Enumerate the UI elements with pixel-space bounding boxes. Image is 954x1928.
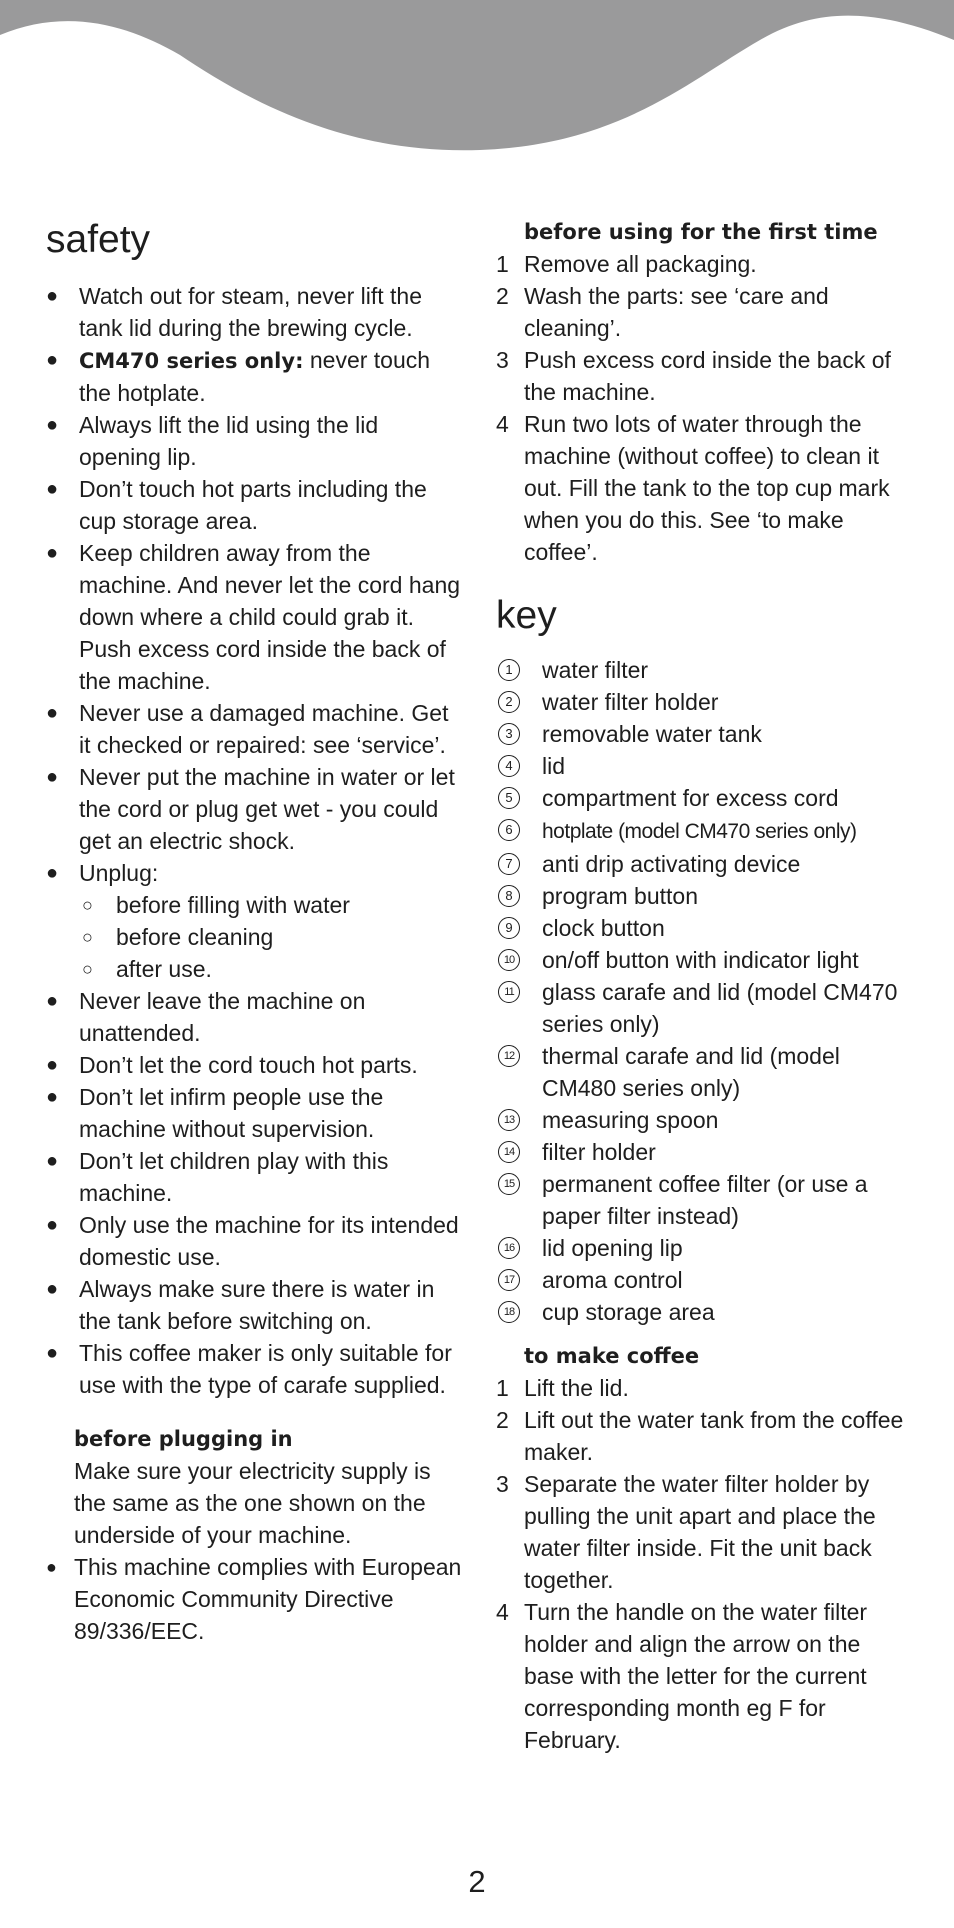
make-coffee-heading: to make coffee [524, 1344, 700, 1368]
compliance-item: ● This machine complies with European Economic Community Directive 89/336/EEC. [46, 1551, 466, 1647]
safety-heading: safety [46, 218, 151, 261]
make-coffee-step: 3 Separate the water filter holder by pulling the unit apart and place the water filter inside. Fit the unit back together. [496, 1471, 876, 1593]
first-time-step: 2 Wash the parts: see ‘care and cleaning’. [496, 283, 829, 341]
safety-item: ● Don’t touch hot parts including the cup storage area. [46, 473, 466, 537]
key-item: 15 permanent coffee filter (or use a paper filter instead) [496, 1168, 916, 1232]
make-coffee-step: 2 Lift out the water tank from the coffee maker. [496, 1407, 904, 1465]
key-list [496, 654, 916, 1328]
first-time-step: 1 Remove all packaging. [496, 251, 757, 277]
safety-item: ● Never put the machine in water or let the cord or plug get wet - you could get an electric shock. [46, 761, 466, 857]
safety-item: ● Don’t let the cord touch hot parts. [46, 1049, 466, 1081]
safety-item: ● Only use the machine for its intended domestic use. [46, 1209, 466, 1273]
safety-item: ● Unplug: [46, 857, 466, 889]
key-item: 8 program button [496, 880, 916, 912]
plugging-text: Make sure your electricity supply is the same as the one shown on the underside of your machine. [74, 1458, 431, 1548]
key-item: 3 removable water tank [496, 718, 916, 750]
safety-item: ● Never leave the machine on unattended. [46, 985, 466, 1049]
make-coffee-step: 4 Turn the handle on the water filter holder and align the arrow on the base with the letter for the current corresponding month eg F for February. [496, 1599, 868, 1753]
header-wave-band [0, 0, 954, 160]
key-item: 9 clock button [496, 912, 916, 944]
safety-item-bold: CM470 series only: [79, 349, 304, 373]
key-item: 5 compartment for excess cord [496, 782, 916, 814]
left-column [46, 216, 466, 1647]
key-heading: key [496, 594, 557, 637]
safety-item: ● Don’t let infirm people use the machine without supervision. [46, 1081, 466, 1145]
unplug-item: ○ before cleaning [46, 921, 466, 953]
safety-item: ● This coffee maker is only suitable for use with the type of carafe supplied. [46, 1337, 466, 1401]
page-number: 2 [468, 1864, 486, 1899]
key-item: 1 water filter [496, 654, 916, 686]
safety-item: ● Keep children away from the machine. And never let the cord hang down where a child could grab it. Push excess cord inside the back of the machine. [46, 537, 466, 697]
key-item: 14 filter holder [496, 1136, 916, 1168]
key-item: 11 glass carafe and lid (model CM470 series only) [496, 976, 916, 1040]
key-item: 13 measuring spoon [496, 1104, 916, 1136]
safety-item: ● Don’t let children play with this machine. [46, 1145, 466, 1209]
plugging-section [46, 1423, 466, 1551]
key-item: 12 thermal carafe and lid (model CM480 series only) [496, 1040, 916, 1104]
safety-item [46, 344, 466, 409]
unplug-item: ○ after use. [46, 953, 466, 985]
safety-item: ● Watch out for steam, never lift the tank lid during the brewing cycle. [46, 280, 466, 344]
key-item: 16 lid opening lip [496, 1232, 916, 1264]
plugging-heading: before plugging in [74, 1427, 293, 1451]
key-item: 10 on/off button with indicator light [496, 944, 916, 976]
key-item: 2 water filter holder [496, 686, 916, 718]
safety-item: ● Always lift the lid using the lid opening lip. [46, 409, 466, 473]
first-time-heading: before using for the first time [524, 220, 878, 244]
safety-item: ● Always make sure there is water in the tank before switching on. [46, 1273, 466, 1337]
unplug-item: ○ before filling with water [46, 889, 466, 921]
key-item: 18 cup storage area [496, 1296, 916, 1328]
safety-item: ● Never use a damaged machine. Get it checked or repaired: see ‘service’. [46, 697, 466, 761]
make-coffee-step: 1 Lift the lid. [496, 1375, 629, 1401]
key-item: 4 lid [496, 750, 916, 782]
right-column [496, 216, 916, 1756]
safety-item-rest: never touch the hotplate. [79, 347, 431, 406]
key-item: 7 anti drip activating device [496, 848, 916, 880]
first-time-step: 4 Run two lots of water through the machine (without coffee) to clean it out. Fill the tank to the top cup mark when you do this. See ‘to make coffee’. [496, 411, 890, 565]
first-time-step: 3 Push excess cord inside the back of the machine. [496, 347, 891, 405]
key-item: 6 hotplate (model CM470 series only) [496, 814, 916, 848]
key-item: 17 aroma control [496, 1264, 916, 1296]
